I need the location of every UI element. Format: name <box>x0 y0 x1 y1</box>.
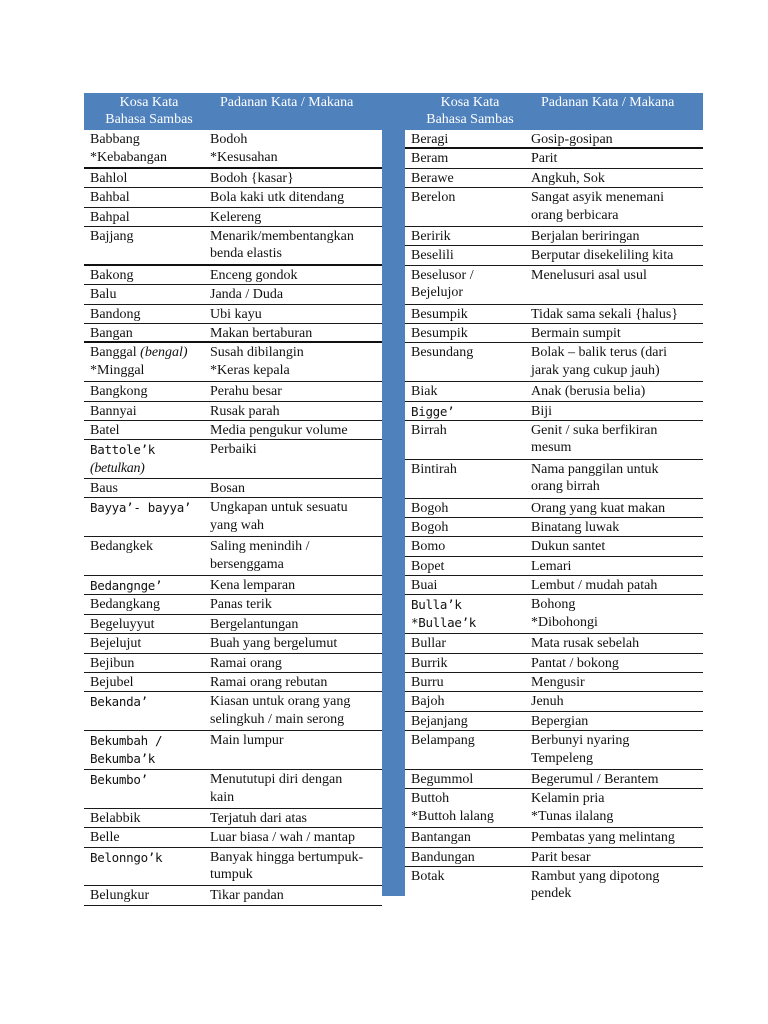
term-cell: Bejibun <box>90 655 135 671</box>
term-cell: Bedangnge’ <box>90 578 163 594</box>
table-row <box>405 130 703 149</box>
meaning-cell: Janda / Duda <box>210 287 284 303</box>
meaning-cell: Tidak sama sekali {halus} <box>531 306 679 322</box>
vocabulary-table <box>84 93 703 904</box>
table-row <box>405 692 703 711</box>
table-row <box>405 867 703 906</box>
table-row <box>405 712 703 731</box>
meaning-cell: Terjatuh dari atas <box>210 810 307 826</box>
term-cell: Baus <box>90 481 118 497</box>
table-row <box>84 130 382 169</box>
term-cell: Balu <box>90 287 117 303</box>
table-row <box>405 537 703 556</box>
term-cell: Babbang *Kebabangan <box>90 132 167 165</box>
meaning-cell: Banyak hingga bertumpuk- tumpuk <box>210 849 364 883</box>
meaning-cell: Angkuh, Sok <box>531 170 605 186</box>
table-row <box>405 188 703 227</box>
term-cell: Bandungan <box>411 849 475 865</box>
term-cell: Beselusor / Bejelujor <box>411 267 474 301</box>
table-row <box>405 634 703 653</box>
meaning-cell: Rusak parah <box>210 403 280 419</box>
header-kosa-kata: Kosa Kata Bahasa Sambas <box>426 95 514 127</box>
term-cell: Belungkur <box>90 888 150 904</box>
term-cell: Bajjang <box>90 228 134 244</box>
table-row <box>405 169 703 188</box>
term-cell: Belle <box>90 830 120 846</box>
meaning-cell: Bodoh *Kesusahan <box>210 132 278 165</box>
term-cell: Bulla’k *Bullae’k <box>411 597 477 630</box>
meaning-cell: Genit / suka berfikiran mesum <box>531 422 658 456</box>
table-row <box>84 440 382 479</box>
table-row <box>405 324 703 343</box>
header-padanan: Padanan Kata / Makana <box>220 95 354 110</box>
table-row <box>405 557 703 576</box>
meaning-cell: Pantat / bokong <box>531 655 619 671</box>
term-alt: *Minggal <box>90 362 145 378</box>
table-row <box>84 537 382 576</box>
term-cell: Bantangan <box>411 830 471 846</box>
term-cell: Beragi <box>411 132 449 147</box>
meaning-cell: Rambut yang dipotong pendek <box>531 868 660 902</box>
term-cell: Botak <box>411 868 445 884</box>
term-cell: Burru <box>411 675 444 691</box>
table-row <box>84 731 382 770</box>
table-row <box>405 576 703 595</box>
term-cell: Bedangkek <box>90 539 153 555</box>
term-cell: Buttoh *Buttoh lalang <box>411 791 494 824</box>
table-row <box>84 595 382 614</box>
term-cell: Beririk <box>411 228 451 244</box>
table-row <box>84 208 382 227</box>
meaning-cell: Ungkapan untuk sesuatu yang wah <box>210 500 348 533</box>
table-row <box>405 343 703 382</box>
table-row <box>84 692 382 731</box>
meaning-cell: Begerumul / Berantem <box>531 772 659 787</box>
term-cell: Bajoh <box>411 694 445 710</box>
table-row <box>405 246 703 265</box>
term-note: (bengal) <box>136 345 188 361</box>
table-row <box>84 421 382 440</box>
meaning-cell: Bola kaki utk ditendang <box>210 190 345 206</box>
meaning-cell: Lemari <box>531 558 572 574</box>
term-cell: Bakong <box>90 267 134 283</box>
meaning-cell: Binatang luwak <box>531 519 620 535</box>
column-divider <box>382 93 405 896</box>
meaning-cell: Mata rusak sebelah <box>531 636 640 652</box>
table-row <box>84 343 382 382</box>
term-cell: Bogoh <box>411 500 449 516</box>
term-cell: Bejubel <box>90 675 134 691</box>
table-header <box>84 93 382 130</box>
table-row <box>84 828 382 847</box>
meaning-cell: Kiasan untuk orang yang selingkuh / main serong <box>210 694 351 727</box>
meaning-cell: Perahu besar <box>210 384 282 400</box>
meaning-cell: Berputar disekeliling kita <box>531 248 674 264</box>
meaning-cell: Ramai orang <box>210 655 282 671</box>
meaning-cell: Buah yang bergelumut <box>210 636 338 652</box>
term-cell: Bullar <box>411 636 446 652</box>
table-row <box>405 382 703 401</box>
meaning-cell: Bergelantungan <box>210 616 299 632</box>
term-cell: Besundang <box>411 345 474 361</box>
term-cell: Bogoh <box>411 519 449 535</box>
meaning-cell: Bermain sumpit <box>531 325 621 341</box>
term-cell: Bekumbo’ <box>90 772 148 788</box>
meaning-cell: Pembatas yang melintang <box>531 830 675 846</box>
term-cell: Besumpik <box>411 325 468 341</box>
term-cell: Banggal (bengal) *Minggal <box>90 345 188 378</box>
meaning-cell: Ubi kayu <box>210 306 262 322</box>
table-row <box>405 460 703 499</box>
table-row <box>84 188 382 207</box>
table-row <box>84 498 382 537</box>
meaning-cell: Gosip-gosipan <box>531 132 613 147</box>
term-cell: Belampang <box>411 733 475 749</box>
term-cell: Bintirah <box>411 461 457 477</box>
term-cell: Birrah <box>411 422 447 438</box>
term-cell: Bekumbah / Bekumba’k <box>90 733 163 766</box>
meaning-cell: Perbaiki <box>210 442 257 458</box>
meaning-cell: Bosan <box>210 481 245 497</box>
header-kosa-kata: Kosa Kata Bahasa Sambas <box>105 95 193 127</box>
table-row <box>84 576 382 595</box>
meaning-cell: Bolak – balik terus (dari jarak yang cukup jauh) <box>531 345 668 378</box>
meaning-cell: Menarik/membentangkan benda elastis <box>210 228 354 262</box>
meaning-cell: Susah dibilangin *Keras kepala <box>210 345 304 378</box>
table-row <box>405 595 703 634</box>
term-cell: Begummol <box>411 772 474 787</box>
term-cell: Berelon <box>411 190 456 206</box>
table-row <box>84 848 382 887</box>
table-row <box>84 169 382 188</box>
term-cell: Bedangkang <box>90 597 160 613</box>
table-row <box>405 518 703 537</box>
meaning-cell: Nama panggilan untuk orang birrah <box>531 461 659 495</box>
table-row <box>84 615 382 634</box>
table-row <box>405 421 703 460</box>
meaning-cell: Bodoh {kasar} <box>210 170 294 186</box>
table-row <box>84 402 382 421</box>
table-row <box>84 382 382 401</box>
meaning-cell: Panas terik <box>210 597 272 613</box>
meaning-cell: Kelereng <box>210 209 262 225</box>
table-row <box>84 886 382 905</box>
table-row <box>84 305 382 324</box>
meaning-cell: Main lumpur <box>210 733 284 749</box>
meaning-cell: Menelusuri asal usul <box>531 267 647 283</box>
term-cell: Bekanda’ <box>90 694 148 710</box>
meaning-cell: Berbunyi nyaring Tempeleng <box>531 733 630 766</box>
term-cell: Bejanjang <box>411 713 468 729</box>
right-table-column <box>405 93 703 906</box>
meaning-cell: Kelamin pria *Tunas ilalang <box>531 791 614 824</box>
table-row <box>405 828 703 847</box>
table-row <box>405 673 703 692</box>
term-cell: Bahpal <box>90 209 130 225</box>
meaning-cell: Orang yang kuat makan <box>531 500 666 516</box>
meaning-cell: Bohong *Dibohongi <box>531 597 598 630</box>
table-row <box>84 654 382 673</box>
meaning-cell: Bepergian <box>531 713 589 729</box>
term-cell: Begeluyyut <box>90 616 155 632</box>
meaning-cell: Ramai orang rebutan <box>210 675 328 691</box>
table-row <box>84 809 382 828</box>
term-cell: Berawe <box>411 170 454 186</box>
table-row <box>84 227 382 266</box>
table-row <box>405 848 703 867</box>
table-row <box>405 305 703 324</box>
term-cell: Bopet <box>411 558 445 574</box>
table-row <box>84 266 382 285</box>
term-cell: Beselili <box>411 248 454 264</box>
meaning-cell: Parit besar <box>531 849 591 865</box>
term-cell: Bomo <box>411 539 446 555</box>
term-cell: Bahbal <box>90 190 130 206</box>
term-cell: Bayya’- bayya’ <box>90 500 192 516</box>
meaning-cell: Makan bertaburan <box>210 325 313 341</box>
table-row <box>405 227 703 246</box>
term-cell: Burrik <box>411 655 448 671</box>
meaning-cell: Lembut / mudah patah <box>531 578 658 594</box>
term-cell: Bejelujut <box>90 636 142 652</box>
term-cell: Bigge’ <box>411 403 455 419</box>
meaning-cell: Berjalan beriringan <box>531 228 640 244</box>
table-row <box>84 479 382 498</box>
table-row <box>405 402 703 421</box>
left-table-column <box>84 93 382 906</box>
term-cell: Battole’k (betulkan) <box>90 442 156 476</box>
term-cell: Beram <box>411 151 449 167</box>
header-padanan: Padanan Kata / Makana <box>541 95 675 110</box>
table-row <box>405 654 703 673</box>
meaning-cell: Biji <box>531 403 553 419</box>
table-row <box>84 285 382 304</box>
meaning-cell: Mengusir <box>531 675 585 691</box>
table-row <box>405 731 703 770</box>
meaning-cell: Tikar pandan <box>210 888 284 904</box>
table-row <box>405 499 703 518</box>
term-cell: Batel <box>90 422 120 438</box>
meaning-cell: Parit <box>531 151 558 167</box>
term-cell: Bannyai <box>90 403 137 419</box>
table-row <box>84 634 382 653</box>
term-note: (betulkan) <box>90 460 145 476</box>
table-header <box>405 93 703 130</box>
meaning-cell: Media pengukur volume <box>210 422 348 438</box>
term-cell: Bangkong <box>90 384 148 400</box>
table-row <box>405 789 703 828</box>
table-row <box>405 149 703 168</box>
term-cell: Bahlol <box>90 170 128 186</box>
term-cell: Bandong <box>90 306 141 322</box>
meaning-cell: Enceng gondok <box>210 267 298 283</box>
table-row <box>405 770 703 789</box>
meaning-cell: Anak (berusia belia) <box>531 384 646 400</box>
table-row <box>84 770 382 809</box>
term-cell: Biak <box>411 384 438 400</box>
term-cell: Besumpik <box>411 306 468 322</box>
meaning-cell: Luar biasa / wah / mantap <box>210 830 356 846</box>
meaning-cell: Kena lemparan <box>210 578 296 594</box>
table-row <box>84 673 382 692</box>
meaning-cell: Menututupi diri dengan kain <box>210 772 343 805</box>
meaning-cell: Dukun santet <box>531 539 606 555</box>
table-row <box>405 266 703 305</box>
meaning-cell: Jenuh <box>531 694 564 710</box>
meaning-cell: Sangat asyik menemani orang berbicara <box>531 190 664 223</box>
term-cell: Belabbik <box>90 810 141 826</box>
meaning-cell: Saling menindih / bersenggama <box>210 539 310 572</box>
term-cell: Bangan <box>90 325 133 341</box>
term-cell: Buai <box>411 578 438 594</box>
table-row <box>84 324 382 343</box>
term-cell: Belonngo’k <box>90 849 163 865</box>
